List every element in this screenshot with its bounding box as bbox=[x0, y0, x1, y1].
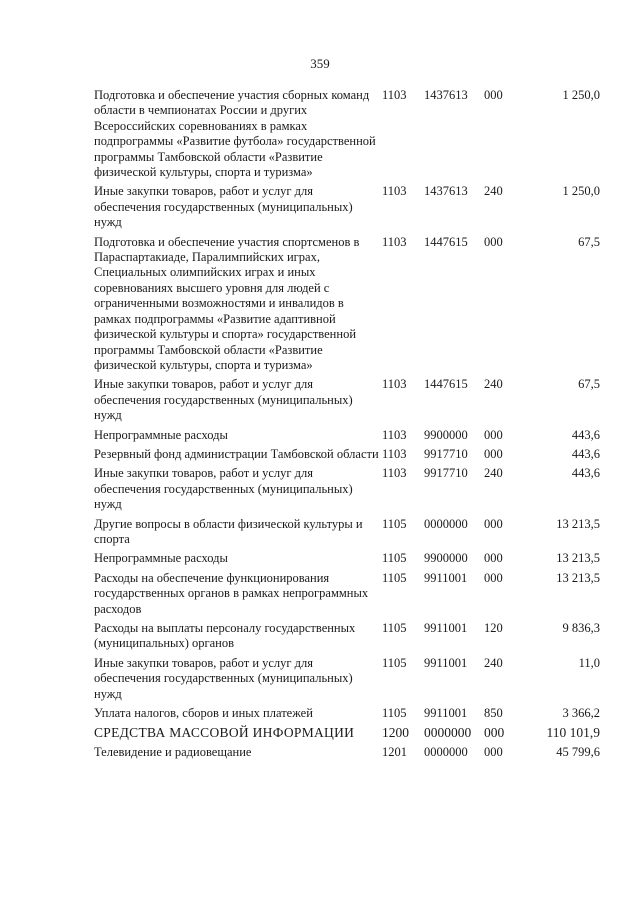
table-row bbox=[94, 656, 600, 706]
row-name: Непрограммные расходы bbox=[94, 551, 228, 566]
table-row bbox=[94, 88, 600, 184]
row-name: Телевидение и радиовещание bbox=[94, 744, 252, 759]
row-name: Расходы на обеспечение функционирования государственных органов в рамках непрограммных расходов bbox=[94, 570, 369, 616]
row-amount: 13 213,5 bbox=[556, 551, 600, 566]
row-amount: 1 250,0 bbox=[562, 88, 600, 102]
row-section-code: 1105 bbox=[382, 655, 407, 670]
row-section-code: 1103 bbox=[382, 427, 407, 442]
row-article-code: 9911001 bbox=[424, 621, 468, 635]
table-row bbox=[94, 621, 600, 656]
page-number: 359 bbox=[310, 56, 330, 71]
row-amount: 9 836,3 bbox=[562, 621, 600, 635]
table-row bbox=[94, 184, 600, 234]
row-section-code: 1103 bbox=[382, 88, 407, 102]
row-name: СРЕДСТВА МАССОВОЙ ИНФОРМАЦИИ bbox=[94, 725, 355, 741]
table-row bbox=[94, 377, 600, 427]
row-name: Подготовка и обеспечение участия сборных команд области в чемпионатах России и других Всероссийских соревнованиях в рамках подпрограммы «Развитие футбола» государственной программы Тамбовской области «Развитие физической культуры, спорта и туризма» bbox=[94, 88, 376, 180]
row-article-code: 9900000 bbox=[424, 551, 468, 566]
row-amount: 1 250,0 bbox=[562, 184, 600, 199]
row-amount: 13 213,5 bbox=[556, 516, 600, 531]
row-article-code: 1437613 bbox=[424, 184, 468, 199]
row-amount: 45 799,6 bbox=[556, 744, 600, 759]
row-article-code: 1447615 bbox=[424, 234, 468, 249]
budget-table bbox=[94, 88, 600, 764]
row-section-code: 1103 bbox=[382, 377, 407, 392]
row-amount: 11,0 bbox=[578, 655, 600, 670]
table-row bbox=[94, 725, 600, 744]
row-article-code: 9911001 bbox=[424, 706, 468, 721]
row-section-code: 1103 bbox=[382, 446, 407, 461]
row-name: Уплата налогов, сборов и иных платежей bbox=[94, 706, 313, 721]
row-article-code: 9917710 bbox=[424, 446, 468, 461]
table-row bbox=[94, 428, 600, 447]
row-expense-type: 000 bbox=[484, 744, 503, 759]
row-expense-type: 120 bbox=[484, 621, 503, 635]
row-section-code: 1103 bbox=[382, 184, 407, 199]
row-expense-type: 240 bbox=[484, 377, 503, 392]
row-article-code: 0000000 bbox=[424, 725, 472, 741]
row-section-code: 1105 bbox=[382, 516, 407, 531]
row-section-code: 1200 bbox=[382, 725, 409, 741]
row-article-code: 1447615 bbox=[424, 377, 468, 392]
table-row bbox=[94, 571, 600, 621]
table-row bbox=[94, 466, 600, 516]
table-row bbox=[94, 706, 600, 725]
row-section-code: 1201 bbox=[382, 744, 407, 759]
row-name: Резервный фонд администрации Тамбовской области bbox=[94, 446, 379, 461]
row-article-code: 9917710 bbox=[424, 466, 468, 481]
table-row bbox=[94, 447, 600, 466]
row-section-code: 1105 bbox=[382, 570, 407, 585]
row-name: Подготовка и обеспечение участия спортсменов в Параспартакиаде, Паралимпийских играх, Специальных олимпийских играх и иных соревнованиях высшего уровня для людей с ограниченными возможностями и инвалидов в рамках подпрограммы «Развитие адаптивной физической культуры и спорта» государственной программы Тамбовской области «Развитие физической культуры, спорта и туризма» bbox=[94, 234, 360, 372]
row-expense-type: 000 bbox=[484, 427, 503, 442]
row-amount: 443,6 bbox=[571, 427, 600, 442]
row-article-code: 9911001 bbox=[424, 570, 468, 585]
row-expense-type: 240 bbox=[484, 655, 503, 670]
row-section-code: 1103 bbox=[382, 466, 407, 481]
row-section-code: 1105 bbox=[382, 706, 407, 721]
row-expense-type: 000 bbox=[484, 570, 503, 585]
row-name: Другие вопросы в области физической культуры и спорта bbox=[94, 516, 363, 546]
row-expense-type: 000 bbox=[484, 725, 505, 741]
row-amount: 67,5 bbox=[578, 234, 600, 249]
row-expense-type: 850 bbox=[484, 706, 503, 721]
row-section-code: 1105 bbox=[382, 621, 407, 635]
row-expense-type: 000 bbox=[484, 234, 503, 249]
table-row bbox=[94, 745, 600, 764]
row-article-code: 1437613 bbox=[424, 88, 468, 102]
row-amount: 13 213,5 bbox=[556, 570, 600, 585]
row-expense-type: 000 bbox=[484, 551, 503, 566]
row-amount: 3 366,2 bbox=[562, 706, 600, 721]
row-expense-type: 000 bbox=[484, 88, 503, 102]
row-amount: 67,5 bbox=[578, 377, 600, 392]
row-name: Иные закупки товаров, работ и услуг для обеспечения государственных (муниципальных) нужд bbox=[94, 466, 353, 512]
row-expense-type: 240 bbox=[484, 184, 503, 199]
row-name: Расходы на выплаты персоналу государственных (муниципальных) органов bbox=[94, 621, 356, 651]
row-expense-type: 000 bbox=[484, 516, 503, 531]
row-expense-type: 000 bbox=[484, 446, 503, 461]
row-article-code: 9911001 bbox=[424, 655, 468, 670]
row-section-code: 1105 bbox=[382, 551, 407, 566]
table-row bbox=[94, 235, 600, 378]
row-amount: 110 101,9 bbox=[546, 725, 600, 741]
row-article-code: 0000000 bbox=[424, 744, 468, 759]
row-article-code: 9900000 bbox=[424, 427, 468, 442]
row-section-code: 1103 bbox=[382, 234, 407, 249]
row-article-code: 0000000 bbox=[424, 516, 468, 531]
row-name: Непрограммные расходы bbox=[94, 427, 228, 442]
row-name: Иные закупки товаров, работ и услуг для обеспечения государственных (муниципальных) нужд bbox=[94, 377, 353, 423]
row-amount: 443,6 bbox=[571, 446, 600, 461]
row-name: Иные закупки товаров, работ и услуг для обеспечения государственных (муниципальных) нужд bbox=[94, 184, 353, 230]
table-row bbox=[94, 551, 600, 570]
row-amount: 443,6 bbox=[571, 466, 600, 481]
table-row bbox=[94, 517, 600, 552]
row-expense-type: 240 bbox=[484, 466, 503, 481]
row-name: Иные закупки товаров, работ и услуг для обеспечения государственных (муниципальных) нужд bbox=[94, 655, 353, 701]
